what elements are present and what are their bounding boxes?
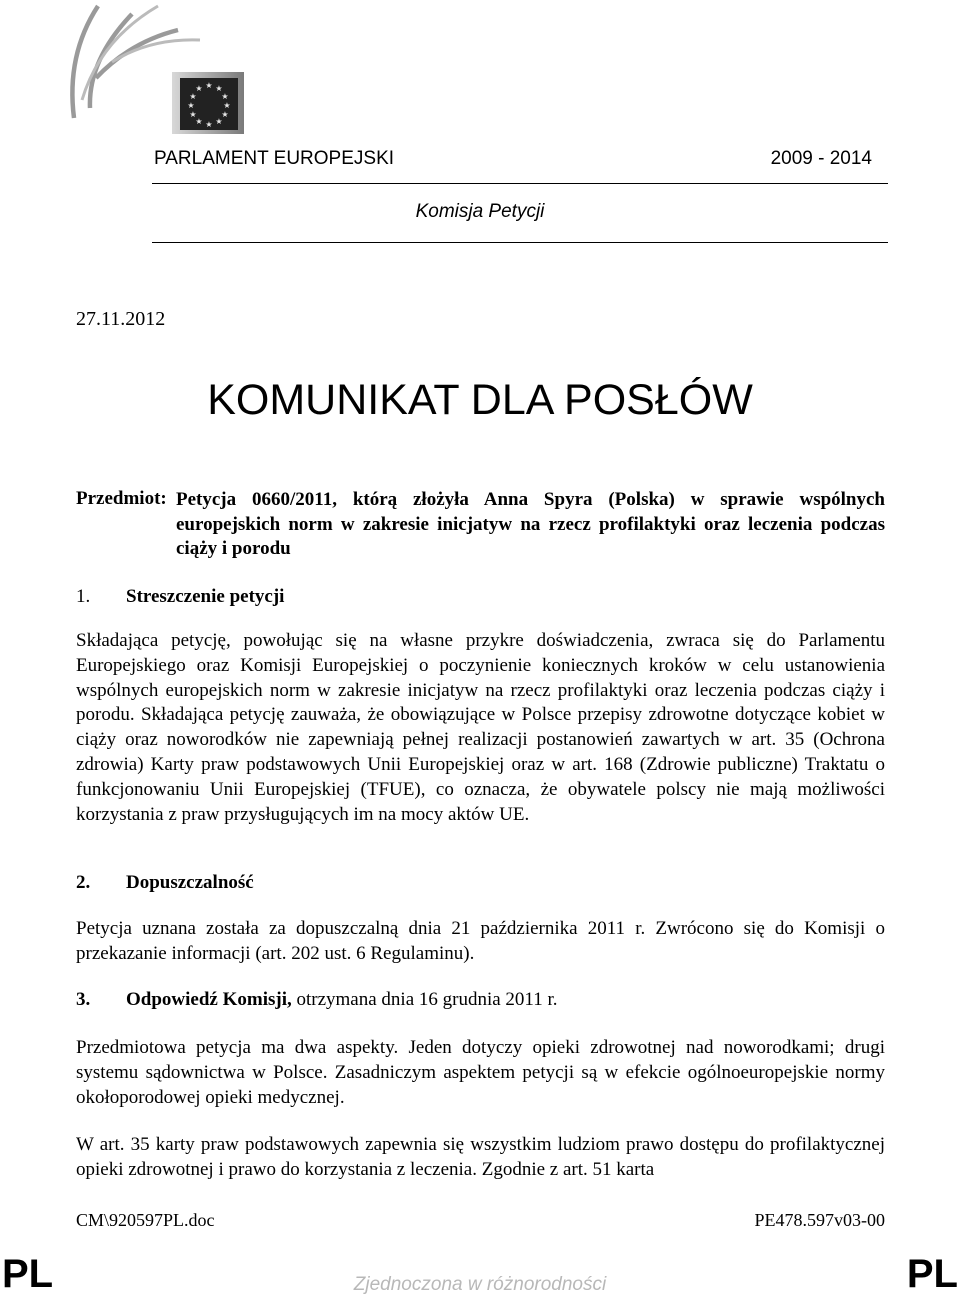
header-divider-top	[152, 183, 888, 184]
section-heading-admissibility	[76, 872, 254, 894]
svg-text:★: ★	[215, 84, 223, 93]
section-title: Dopuszczalność	[126, 872, 254, 893]
section-number: 3.	[76, 989, 91, 1010]
section-heading-commission-reply	[76, 989, 558, 1011]
svg-text:★: ★	[195, 84, 203, 93]
svg-text:★: ★	[187, 101, 195, 110]
section-number: 2.	[76, 872, 91, 893]
eu-motto: Zjednoczona w różnorodności	[353, 1274, 607, 1295]
header-divider-bottom	[152, 242, 888, 243]
svg-text:★: ★	[189, 110, 197, 119]
section-heading-summary	[76, 586, 284, 608]
paragraph-reply-aspects: Przedmiotowa petycja ma dwa aspekty. Jeden dotyczy opieki zdrowotnej nad noworodkami; drugi systemu sądownictwa w Polsce. Zasadniczym aspektem petycji są w efekcie ogólnoeuropejskie normy okołoporodowej opieki medycznej.	[76, 1037, 885, 1108]
footer-pe-reference: PE478.597v03-00	[754, 1210, 885, 1230]
section-title: Streszczenie petycji	[126, 586, 285, 607]
paragraph-reply-charter: W art. 35 karty praw podstawowych zapewnia się wszystkim ludziom prawo dostępu do profilaktycznej opieki zdrowotnej i prawo do korzystania z leczenia. Zgodnie z art. 51 karta	[76, 1134, 885, 1180]
svg-text:★: ★	[205, 81, 213, 90]
footer-document-reference: CM\920597PL.doc	[76, 1210, 215, 1230]
european-parliament-logo-icon	[60, 0, 250, 140]
svg-text:★: ★	[189, 92, 197, 101]
section-number: 1.	[76, 586, 91, 607]
document-date: 27.11.2012	[76, 308, 166, 330]
subject-text: Petycja 0660/2011, którą złożyła Anna Spyra (Polska) w sprawie wspólnych europejskich norm w zakresie inicjatyw na rzecz profilaktyki oraz leczenia podczas ciąży i porodu	[176, 489, 885, 559]
svg-text:★: ★	[221, 92, 229, 101]
parliamentary-term: 2009 - 2014	[770, 148, 872, 169]
svg-text:★: ★	[221, 110, 229, 119]
language-code-right: PL	[906, 1252, 958, 1296]
subject-label: Przedmiot:	[76, 488, 167, 509]
language-code-left: PL	[2, 1252, 54, 1296]
committee-name: Komisja Petycji	[415, 201, 545, 222]
page-title: KOMUNIKAT DLA POSŁÓW	[207, 376, 753, 424]
svg-text:★: ★	[215, 117, 223, 126]
svg-text:★: ★	[223, 101, 231, 110]
organization-name: PARLAMENT EUROPEJSKI	[154, 148, 395, 169]
paragraph-summary: Składająca petycję, powołując się na własne przykre doświadczenia, zwraca się do Parlamentu Europejskiego oraz Komisji Europejskiej o poczynienie koniecznych kroków w celu ustanowienia wspólnych europejskich norm w zakresie inicjatyw na rzecz profilaktyki oraz leczenia podczas ciąży i porodu. Składająca petycję zauważa, że obowiązujące w Polsce przepisy zdrowotne dotyczące kobiet w ciąży oraz noworodków nie zapewniają pełnej realizacji postanowień zawartych w art. 35 (Ochrona zdrowia) Karty praw podstawowych Unii Europejskiej oraz w art. 168 (Zdrowie publiczne) Traktatu o funkcjonowaniu Unii Europejskiej (TFUE), co oznacza, że obywatele polscy nie mają możliwości korzystania z praw przysługujących im na mocy aktów UE.	[76, 630, 885, 825]
paragraph-admissibility: Petycja uznana została za dopuszczalną dnia 21 października 2011 r. Zwrócono się do Komisji o przekazanie informacji (art. 202 ust. 6 Regulaminu).	[76, 918, 885, 964]
svg-text:★: ★	[195, 117, 203, 126]
section-title-suffix: otrzymana dnia 16 grudnia 2011 r.	[291, 989, 558, 1010]
section-title: Odpowiedź Komisji,	[126, 989, 292, 1010]
svg-text:★: ★	[205, 120, 213, 129]
